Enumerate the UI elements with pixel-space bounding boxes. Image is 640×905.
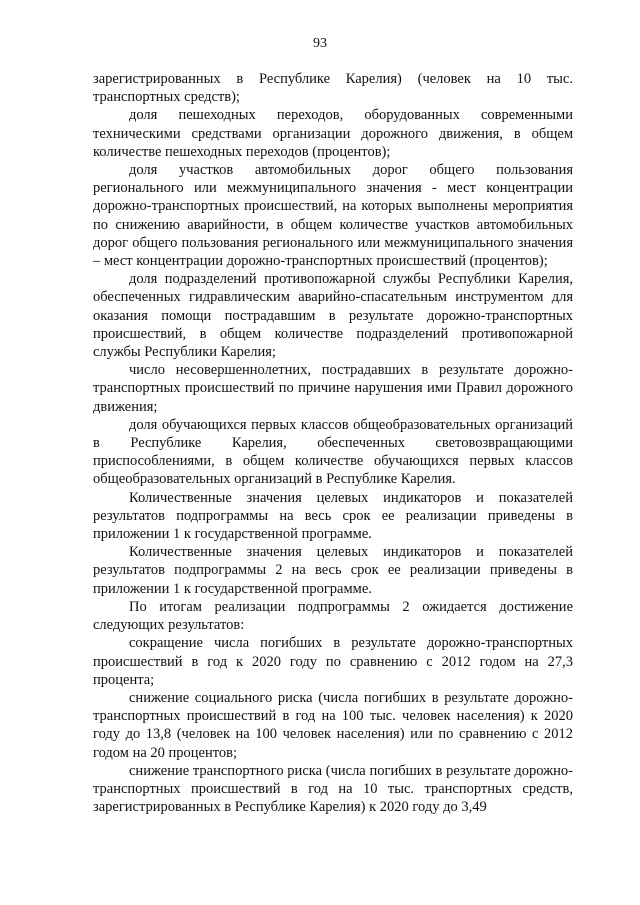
paragraph: снижение социального риска (числа погибших в результате дорожно-транспортных происшествий в год на 100 тыс. человек населения) к 2020 году до 13,8 (человек на 100 человек населения) или по сравнению с 2012 годом на 20 процентов; — [93, 689, 573, 761]
page-number: 93 — [313, 36, 327, 51]
paragraph: Количественные значения целевых индикаторов и показателей результатов подпрограммы 2 на весь срок ее реализации приведены в приложении 1 к государственной программе. — [93, 544, 573, 597]
paragraph: доля пешеходных переходов, оборудованных современными техническими средствами организации дорожного движения, в общем количестве пешеходных переходов (процентов); — [93, 107, 573, 160]
paragraph: число несовершеннолетних, пострадавших в результате дорожно-транспортных происшествий по причине нарушения ими Правил дорожного движения; — [93, 362, 573, 415]
body-text — [93, 70, 573, 816]
paragraph: снижение транспортного риска (числа погибших в результате дорожно-транспортных происшествий в год на 10 тыс. транспортных средств, зарегистрированных в Республике Карелия) к 2020 году до 3,49 — [93, 762, 573, 816]
paragraph: зарегистрированных в Республике Карелия) (человек на 10 тыс. транспортных средств); — [93, 71, 573, 106]
paragraph: доля обучающихся первых классов общеобразовательных организаций в Республике Карелия, обеспеченных световозвращающими приспособлениями, в общем количестве обучающихся первых классов общеобразовательных организаций в Республике Карелия. — [93, 416, 573, 488]
paragraph: Количественные значения целевых индикаторов и показателей результатов подпрограммы на весь срок ее реализации приведены в приложении 1 к государственной программе. — [93, 489, 573, 543]
paragraph: По итогам реализации подпрограммы 2 ожидается достижение следующих результатов: — [93, 598, 573, 634]
paragraph: сокращение числа погибших в результате дорожно-транспортных происшествий в год к 2020 году по сравнению с 2012 годом на 27,3 процента; — [93, 635, 573, 688]
paragraph: доля подразделений противопожарной службы Республики Карелия, обеспеченных гидравлическим аварийно-спасательным инструментом для оказания помощи пострадавшим в результате дорожно-транспортных происшествий, в общем количестве подразделений противопожарной службы Республики Карелия; — [93, 271, 573, 361]
paragraph: доля участков автомобильных дорог общего пользования регионального или межмуниципального значения - мест концентрации дорожно-транспортных происшествий, на которых выполнены мероприятия по снижению аварийности, в общем количестве участков автомобильных дорог общего пользования регионального или межмуниципального значения – мест концентрации дорожно-транспортных происшествий (процентов); — [93, 162, 573, 270]
